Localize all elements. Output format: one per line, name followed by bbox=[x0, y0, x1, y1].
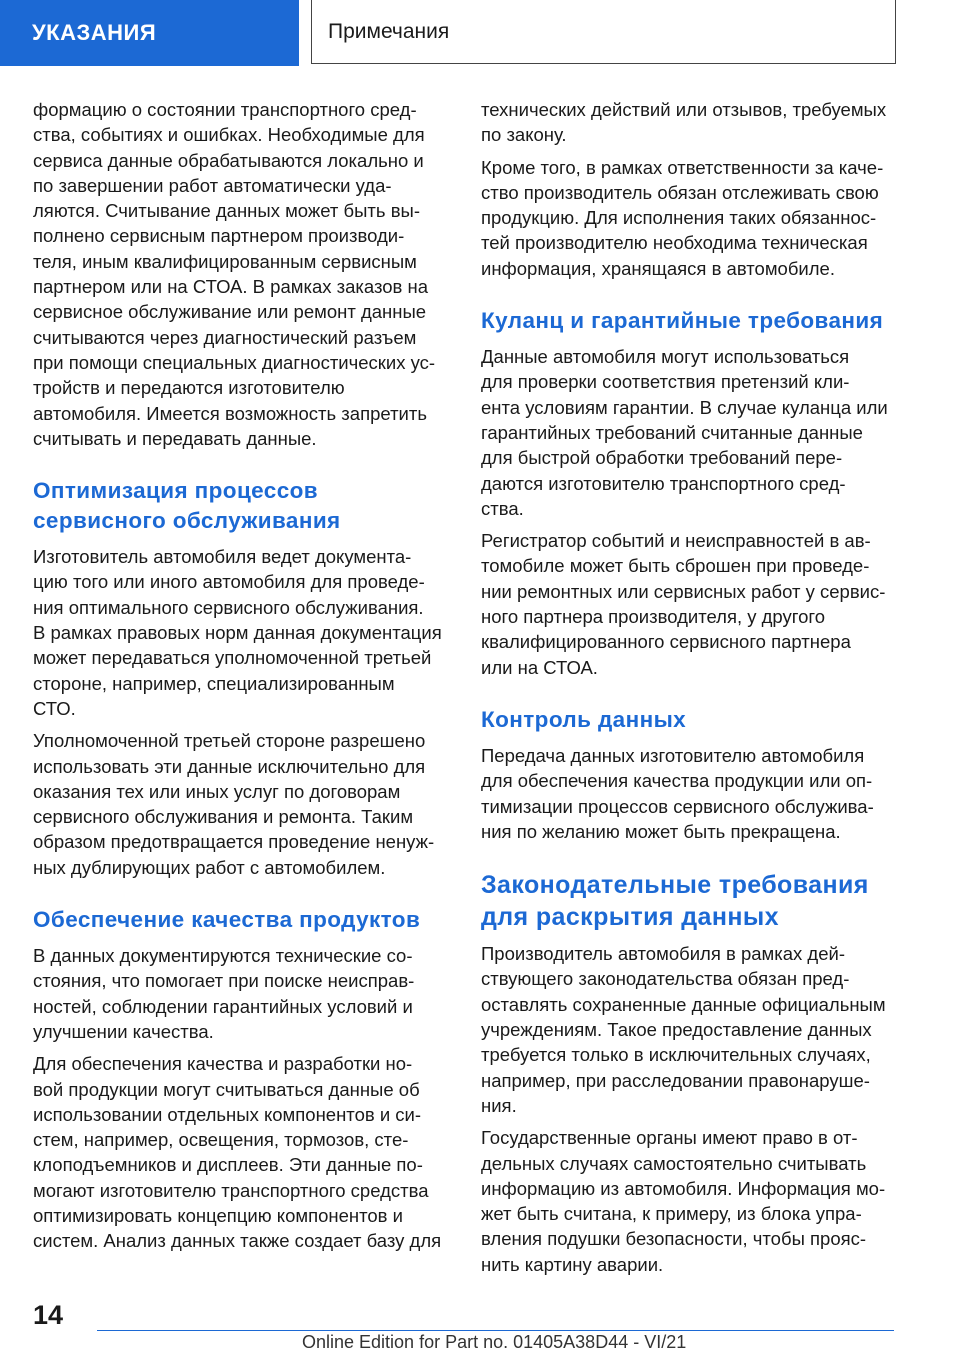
text-line: Куланц и гарантийные требования bbox=[481, 308, 884, 334]
paragraph bbox=[481, 344, 899, 521]
footer-edition: Online Edition for Part no. 01405A38D44 - VI/21 bbox=[302, 1332, 687, 1352]
text-line: Государственные органы имеют право в от- bbox=[481, 1127, 858, 1149]
text-line: ния оптимального сервисного обслуживания. bbox=[33, 596, 424, 618]
text-line: учреждениям. Такое предоставление данных bbox=[481, 1019, 872, 1041]
paragraph bbox=[481, 528, 899, 680]
section-heading bbox=[481, 705, 899, 735]
text-line: оставлять сохраненные данные официальным bbox=[481, 993, 886, 1015]
text-line: стороне, например, специализированным bbox=[33, 672, 395, 694]
text-line: считываются через диагностический разъем bbox=[33, 326, 417, 348]
text-line: сервиса данные обрабатываются локально и bbox=[33, 149, 424, 171]
text-line: нии ремонтных или сервисных работ у сервис- bbox=[481, 580, 886, 602]
paragraph bbox=[33, 728, 451, 880]
text-line: ента условиям гарантии. В случае куланца или bbox=[481, 396, 888, 418]
text-line: или на СТОА. bbox=[481, 656, 598, 678]
page-number: 14 bbox=[33, 1300, 64, 1330]
text-line: оптимизировать концепцию компонентов и bbox=[33, 1204, 403, 1226]
text-line: Производитель автомобиля в рамках дей- bbox=[481, 943, 846, 965]
section-heading bbox=[481, 869, 899, 933]
paragraph bbox=[33, 97, 451, 451]
text-line: жет быть считана, к примеру, из блока упра- bbox=[481, 1203, 862, 1225]
text-line: считывать и передавать данные. bbox=[33, 427, 317, 449]
text-line: требуется только в исключительных случаях, bbox=[481, 1044, 871, 1066]
text-line: даются изготовителю транспортного сред- bbox=[481, 472, 846, 494]
text-line: Кроме того, в рамках ответственности за каче- bbox=[481, 156, 884, 178]
text-line: СТО. bbox=[33, 697, 76, 719]
text-line: вления подушки безопасности, чтобы прояс- bbox=[481, 1228, 867, 1250]
text-line: ства, событиях и ошибках. Необходимые для bbox=[33, 124, 425, 146]
text-line: ния. bbox=[481, 1094, 517, 1116]
text-line: для быстрой обработки требований пере- bbox=[481, 447, 843, 469]
text-line: стем, например, освещения, тормозов, сте- bbox=[33, 1129, 409, 1151]
paragraph bbox=[481, 1125, 899, 1277]
text-line: например, при расследовании правонаруше- bbox=[481, 1069, 870, 1091]
text-line: ностей, соблюдении гарантийных условий и bbox=[33, 995, 413, 1017]
text-line: Законодательные требования bbox=[481, 871, 869, 900]
text-line: Регистратор событий и неисправностей в ав- bbox=[481, 530, 871, 552]
text-line: ных дублирующих работ с автомобилем. bbox=[33, 856, 386, 878]
paragraph bbox=[33, 943, 451, 1044]
text-line: систем. Анализ данных также создает базу для bbox=[33, 1230, 442, 1252]
section-title: УКАЗАНИЯ bbox=[32, 20, 157, 45]
text-line: использовать эти данные исключительно для bbox=[33, 755, 426, 777]
text-line: тей производителю необходима техническая bbox=[481, 232, 868, 254]
paragraph bbox=[33, 1051, 451, 1253]
text-line: информация, хранящаяся в автомобиле. bbox=[481, 257, 835, 279]
text-line: по закону. bbox=[481, 124, 567, 146]
text-line: В данных документируются технические со- bbox=[33, 945, 413, 967]
text-line: цию того или иного автомобиля для проведе- bbox=[33, 571, 425, 593]
text-line: тройств и передаются изготовителю bbox=[33, 377, 345, 399]
text-line: стояния, что помогает при поиске неисправ- bbox=[33, 970, 415, 992]
section-tab bbox=[0, 0, 299, 66]
paragraph bbox=[481, 941, 899, 1118]
text-line: нить картину аварии. bbox=[481, 1253, 664, 1275]
text-line: Для обеспечения качества и разработки но- bbox=[33, 1053, 413, 1075]
text-line: тимизации процессов сервисного обслужива- bbox=[481, 795, 874, 817]
footer-divider bbox=[97, 1330, 894, 1331]
text-line: ния по желанию может быть прекращена. bbox=[481, 820, 841, 842]
text-line: вой продукции могут считываться данные об bbox=[33, 1078, 420, 1100]
text-line: Изготовитель автомобиля ведет документа- bbox=[33, 546, 412, 568]
text-line: сервисное обслуживание или ремонт данные bbox=[33, 301, 427, 323]
text-line: ляются. Считывание данных может быть вы- bbox=[33, 200, 420, 222]
text-line: продукцию. Для исполнения таких обязаннос- bbox=[481, 207, 877, 229]
text-line: Оптимизация процессов bbox=[33, 478, 318, 504]
text-line: квалифицированного сервисного партнера bbox=[481, 631, 851, 653]
text-line: при помощи специальных диагностических ус- bbox=[33, 351, 436, 373]
paragraph bbox=[481, 97, 899, 148]
subsection-title: Примечания bbox=[328, 19, 450, 43]
text-line: информацию из автомобиля. Информация мо- bbox=[481, 1177, 886, 1199]
text-line: партнером или на СТОА. В рамках заказов на bbox=[33, 276, 429, 298]
text-line: Обеспечение качества продуктов bbox=[33, 907, 421, 933]
text-line: ство производитель обязан отслеживать свою bbox=[481, 181, 879, 203]
text-line: Контроль данных bbox=[481, 706, 687, 732]
text-line: В рамках правовых норм данная документация bbox=[33, 622, 442, 644]
text-line: дельных случаях самостоятельно считывать bbox=[481, 1152, 867, 1174]
text-line: могают изготовителю транспортного средства bbox=[33, 1179, 429, 1201]
text-line: ства. bbox=[481, 497, 524, 519]
text-line: полнено сервисным партнером производи- bbox=[33, 225, 405, 247]
left-column bbox=[33, 97, 451, 1261]
text-line: клоподъемников и дисплеев. Эти данные по- bbox=[33, 1154, 423, 1176]
text-line: ствующего законодательства обязан пред- bbox=[481, 968, 850, 990]
text-line: ного партнера производителя, у другого bbox=[481, 606, 826, 628]
text-line: улучшении качества. bbox=[33, 1020, 214, 1042]
text-line: сервисного обслуживания bbox=[33, 508, 341, 534]
subsection-tab bbox=[311, 0, 896, 64]
paragraph bbox=[481, 743, 899, 844]
text-line: Данные автомобиля могут использоваться bbox=[481, 346, 850, 368]
text-line: формацию о состоянии транспортного сред- bbox=[33, 99, 417, 120]
text-line: для проверки соответствия претензий кли- bbox=[481, 371, 850, 393]
section-heading bbox=[33, 905, 451, 935]
text-line: использовании отдельных компонентов и си- bbox=[33, 1103, 422, 1125]
text-line: томобиле может быть сброшен при проведе- bbox=[481, 555, 870, 577]
text-line: оказания тех или иных услуг по договорам bbox=[33, 780, 401, 802]
text-line: автомобиля. Имеется возможность запретить bbox=[33, 402, 427, 424]
text-line: Уполномоченной третьей стороне разрешено bbox=[33, 730, 426, 752]
text-line: для обеспечения качества продукции или оп- bbox=[481, 770, 873, 792]
paragraph bbox=[481, 155, 899, 281]
paragraph bbox=[33, 544, 451, 721]
text-line: образом предотвращается проведение ненуж- bbox=[33, 831, 435, 853]
text-line: гарантийных требований считанные данные bbox=[481, 421, 863, 443]
right-column bbox=[481, 97, 899, 1284]
section-heading bbox=[481, 306, 899, 336]
text-line: сервисного обслуживания и ремонта. Таким bbox=[33, 806, 414, 828]
section-heading bbox=[33, 476, 451, 536]
text-line: теля, иным квалифицированным сервисным bbox=[33, 250, 417, 272]
text-line: может передаваться уполномоченной третьей bbox=[33, 647, 432, 669]
text-line: Передача данных изготовителю автомобиля bbox=[481, 744, 865, 766]
text-line: по завершении работ автоматически уда- bbox=[33, 174, 392, 196]
text-line: технических действий или отзывов, требуемых bbox=[481, 99, 887, 120]
text-line: для раскрытия данных bbox=[481, 903, 779, 932]
